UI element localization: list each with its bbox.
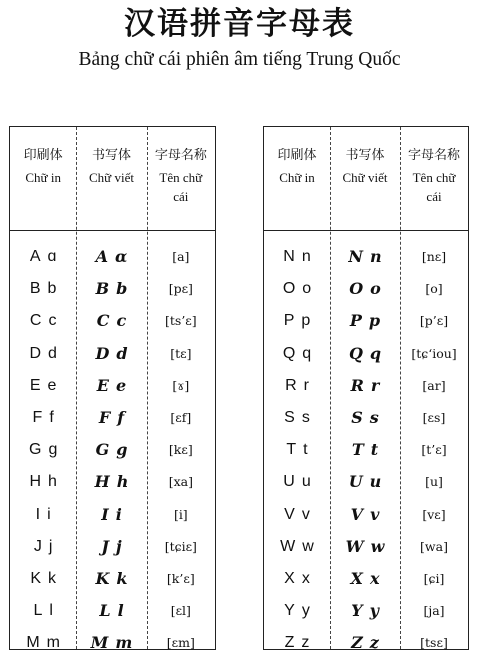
table-row: [264, 338, 468, 369]
header-chinese: 书写体: [91, 148, 131, 163]
printed-letter: [10, 499, 76, 530]
handwritten-letter: [330, 305, 400, 336]
letter-name: [ɕi]: [423, 571, 445, 586]
lowercase-letter: n: [369, 247, 382, 266]
printed-letter: [264, 305, 330, 336]
uppercase-letter: C: [29, 312, 42, 330]
uppercase-letter: S: [284, 409, 295, 426]
uppercase-letter: O: [282, 280, 296, 298]
table-row: [264, 595, 468, 626]
handwritten-letter: [76, 499, 146, 530]
letter-name: [i]: [173, 506, 188, 522]
table-row: [264, 273, 468, 304]
letter-name: [ar]: [422, 377, 446, 393]
header-vietnamese: Tên chữ cái: [412, 170, 456, 204]
page-title: 汉语拼音字母表: [124, 6, 355, 42]
lowercase-letter: o: [370, 279, 381, 299]
lowercase-letter: k: [116, 569, 128, 588]
letter-name: [t’ɛ]: [421, 442, 447, 458]
uppercase-letter: G: [95, 440, 110, 460]
uppercase-letter: O: [349, 279, 364, 299]
column-header: [76, 127, 146, 230]
uppercase-letter: U: [348, 472, 363, 492]
column-header: [400, 127, 468, 230]
lowercase-letter: x: [301, 570, 310, 587]
printed-letter: [10, 402, 76, 433]
letter-name: [tsɛ]: [420, 635, 448, 651]
table-row: [10, 499, 215, 530]
uppercase-letter: Z: [351, 633, 363, 653]
header-vietnamese: Chữ in: [279, 170, 315, 185]
column-header: [10, 127, 76, 230]
letter-name: [ɛm]: [166, 635, 195, 651]
lowercase-letter: f: [117, 408, 125, 427]
header-chinese: 印刷体: [23, 148, 63, 163]
lowercase-letter: u: [301, 473, 311, 491]
table-row: [10, 627, 215, 658]
uppercase-letter: D: [95, 343, 110, 363]
uppercase-letter: X: [350, 569, 363, 588]
header-chinese: 书写体: [345, 148, 385, 163]
printed-letter: [10, 466, 76, 497]
uppercase-letter: P: [349, 311, 362, 331]
lowercase-letter: l: [117, 601, 124, 621]
lowercase-letter: w: [302, 537, 314, 555]
handwritten-letter: [76, 466, 146, 497]
printed-letter: [264, 466, 330, 497]
lowercase-letter: o: [302, 280, 312, 298]
lowercase-letter: q: [369, 343, 382, 363]
lowercase-letter: e: [116, 375, 127, 395]
table-row: [264, 370, 468, 401]
uppercase-letter: J: [33, 537, 42, 555]
table-row: [10, 305, 215, 336]
uppercase-letter: Z: [284, 634, 295, 652]
lowercase-letter: ɑ: [115, 247, 128, 266]
letter-name: [p’ɛ]: [419, 313, 449, 329]
lowercase-letter: n: [301, 248, 311, 265]
printed-letter: [10, 627, 76, 658]
uppercase-letter: T: [286, 441, 297, 459]
handwritten-letter: [76, 531, 146, 562]
lowercase-letter: w: [370, 536, 385, 556]
letter-name: [o]: [425, 281, 443, 297]
uppercase-letter: F: [32, 409, 43, 426]
letter-name: [kɛ]: [168, 442, 193, 458]
table-row: [264, 499, 468, 530]
lowercase-letter: z: [369, 633, 379, 653]
uppercase-letter: P: [283, 312, 295, 330]
lowercase-letter: x: [369, 569, 380, 588]
lowercase-letter: b: [116, 279, 128, 299]
lowercase-letter: v: [370, 504, 380, 524]
handwritten-letter: [76, 338, 146, 369]
uppercase-letter: K: [95, 569, 110, 588]
handwritten-letter: [330, 338, 400, 369]
alphabet-table-right: [263, 126, 469, 653]
table-row: [10, 466, 215, 497]
handwritten-letter: [76, 273, 146, 304]
handwritten-letter: [76, 434, 146, 465]
letter-name: [k’ɛ]: [166, 571, 195, 586]
uppercase-letter: M: [90, 633, 109, 653]
uppercase-letter: L: [99, 601, 111, 621]
table-row: [10, 434, 215, 465]
lowercase-letter: q: [302, 344, 312, 362]
table-row: [10, 563, 215, 594]
uppercase-letter: W: [345, 536, 364, 556]
printed-letter: [10, 434, 76, 465]
lowercase-letter: d: [48, 344, 57, 362]
handwritten-letter: [330, 499, 400, 530]
lowercase-letter: h: [116, 472, 129, 492]
letter-name: [vɛ]: [422, 506, 446, 522]
handwritten-letter: [330, 563, 400, 594]
handwritten-letter: [76, 370, 146, 401]
table-row: [264, 627, 468, 658]
printed-letter: [10, 595, 76, 626]
lowercase-letter: j: [115, 536, 122, 556]
letter-name: [ts’ɛ]: [165, 313, 197, 329]
handwritten-letter: [330, 370, 400, 401]
printed-letter: [10, 531, 76, 562]
uppercase-letter: A: [29, 248, 41, 265]
handwritten-letter: [330, 466, 400, 497]
header-divider: [10, 230, 215, 231]
letter-name: [tɕiɛ]: [164, 538, 197, 554]
printed-letter: [10, 241, 76, 272]
handwritten-letter: [330, 402, 400, 433]
uppercase-letter: V: [284, 505, 295, 523]
header-chinese: 字母名称: [154, 148, 207, 163]
table-row: [264, 434, 468, 465]
uppercase-letter: E: [96, 375, 109, 395]
printed-letter: [264, 338, 330, 369]
handwritten-letter: [330, 273, 400, 304]
table-row: [10, 273, 215, 304]
lowercase-letter: j: [48, 537, 53, 555]
printed-letter: [264, 402, 330, 433]
uppercase-letter: G: [28, 441, 42, 459]
handwritten-letter: [76, 563, 146, 594]
handwritten-letter: [330, 595, 400, 626]
lowercase-letter: i: [47, 505, 51, 523]
table-row: [10, 402, 215, 433]
uppercase-letter: L: [33, 602, 43, 620]
header-vietnamese: Chữ viết: [342, 170, 388, 185]
printed-letter: [264, 434, 330, 465]
printed-letter: [10, 305, 76, 336]
lowercase-letter: p: [368, 311, 381, 331]
printed-letter: [10, 338, 76, 369]
uppercase-letter: A: [95, 247, 109, 266]
table-row: [10, 595, 215, 626]
column-header: [147, 127, 215, 230]
handwritten-letter: [330, 241, 400, 272]
handwritten-letter: [76, 241, 146, 272]
uppercase-letter: I: [35, 505, 41, 523]
page-subtitle: Bảng chữ cái phiên âm tiếng Trung Quốc: [78, 49, 401, 70]
table-row: [264, 402, 468, 433]
lowercase-letter: g: [116, 440, 128, 460]
uppercase-letter: B: [29, 280, 41, 298]
uppercase-letter: R: [285, 376, 297, 394]
uppercase-letter: J: [101, 536, 109, 556]
uppercase-letter: N: [348, 247, 363, 266]
lowercase-letter: g: [48, 441, 58, 459]
lowercase-letter: i: [115, 504, 122, 524]
uppercase-letter: T: [351, 440, 364, 460]
printed-letter: [10, 563, 76, 594]
lowercase-letter: p: [301, 312, 311, 330]
letter-name: [wa]: [420, 538, 448, 554]
lowercase-letter: e: [47, 376, 57, 394]
letter-name: [nɛ]: [421, 249, 447, 264]
uppercase-letter: W: [280, 537, 296, 555]
letter-name: [u]: [425, 474, 443, 490]
lowercase-letter: t: [303, 441, 308, 459]
printed-letter: [264, 627, 330, 658]
table-row: [10, 338, 215, 369]
printed-letter: [264, 370, 330, 401]
lowercase-letter: d: [116, 343, 128, 363]
uppercase-letter: D: [29, 344, 41, 362]
letter-name: [ɛf]: [170, 410, 192, 425]
handwritten-letter: [76, 305, 146, 336]
table-row: [264, 466, 468, 497]
column-header: [264, 127, 330, 230]
header-vietnamese: Tên chữ cái: [159, 170, 203, 204]
lowercase-letter: m: [46, 634, 60, 652]
alphabet-table-left: [9, 126, 216, 653]
lowercase-letter: m: [115, 633, 133, 653]
uppercase-letter: U: [283, 473, 295, 491]
lowercase-letter: v: [301, 505, 310, 523]
letter-name: [tɕ‘iou]: [411, 345, 457, 361]
handwritten-letter: [330, 627, 400, 658]
uppercase-letter: I: [101, 504, 109, 524]
uppercase-letter: F: [98, 408, 111, 427]
printed-letter: [264, 241, 330, 272]
header-chinese: 印刷体: [277, 148, 317, 163]
letter-name: [xa]: [168, 474, 193, 490]
handwritten-letter: [330, 434, 400, 465]
table-row: [10, 531, 215, 562]
table-row: [264, 305, 468, 336]
uppercase-letter: Q: [348, 343, 363, 363]
letter-name: [tɛ]: [170, 345, 192, 361]
letter-name: [ɛs]: [422, 410, 446, 425]
lowercase-letter: r: [370, 375, 380, 395]
printed-letter: [264, 273, 330, 304]
lowercase-letter: l: [49, 602, 53, 620]
lowercase-letter: u: [369, 472, 382, 492]
printed-letter: [264, 595, 330, 626]
header-vietnamese: Chữ in: [25, 170, 61, 185]
handwritten-letter: [330, 531, 400, 562]
uppercase-letter: K: [30, 570, 41, 587]
uppercase-letter: Y: [284, 602, 295, 620]
uppercase-letter: C: [96, 311, 110, 331]
header-divider: [264, 230, 468, 231]
uppercase-letter: S: [351, 408, 363, 427]
table-row: [264, 563, 468, 594]
header-vietnamese: Chữ viết: [89, 170, 134, 185]
uppercase-letter: H: [29, 473, 41, 491]
letter-name: [ɤ]: [172, 377, 190, 393]
printed-letter: [10, 273, 76, 304]
lowercase-letter: y: [301, 602, 310, 620]
column-header: [330, 127, 400, 230]
table-row: [10, 241, 215, 272]
uppercase-letter: R: [350, 375, 364, 395]
lowercase-letter: b: [47, 280, 57, 298]
uppercase-letter: H: [94, 472, 110, 492]
lowercase-letter: y: [369, 601, 379, 621]
letter-name: [pɛ]: [168, 281, 193, 297]
table-row: [264, 531, 468, 562]
table-row: [10, 370, 215, 401]
uppercase-letter: B: [95, 279, 110, 299]
printed-letter: [264, 531, 330, 562]
printed-letter: [264, 563, 330, 594]
uppercase-letter: X: [284, 570, 295, 587]
lowercase-letter: z: [301, 634, 310, 652]
handwritten-letter: [76, 402, 146, 433]
handwritten-letter: [76, 595, 146, 626]
letter-name: [ja]: [423, 603, 445, 619]
lowercase-letter: k: [48, 570, 56, 587]
letter-name: [ɛl]: [170, 603, 191, 619]
uppercase-letter: V: [350, 504, 364, 524]
printed-letter: [264, 499, 330, 530]
lowercase-letter: s: [301, 409, 310, 426]
table-row: [264, 241, 468, 272]
uppercase-letter: N: [283, 248, 295, 265]
lowercase-letter: c: [116, 311, 127, 331]
lowercase-letter: h: [48, 473, 57, 491]
uppercase-letter: E: [29, 376, 41, 394]
lowercase-letter: f: [49, 409, 54, 426]
handwritten-letter: [76, 627, 146, 658]
uppercase-letter: Y: [351, 601, 363, 621]
uppercase-letter: M: [26, 634, 40, 652]
lowercase-letter: t: [370, 440, 379, 460]
lowercase-letter: s: [369, 408, 379, 427]
header-chinese: 字母名称: [407, 148, 460, 163]
lowercase-letter: ɑ: [47, 248, 57, 265]
uppercase-letter: Q: [282, 344, 296, 362]
lowercase-letter: r: [303, 376, 309, 394]
lowercase-letter: c: [48, 312, 57, 330]
printed-letter: [10, 370, 76, 401]
letter-name: [a]: [172, 249, 190, 264]
